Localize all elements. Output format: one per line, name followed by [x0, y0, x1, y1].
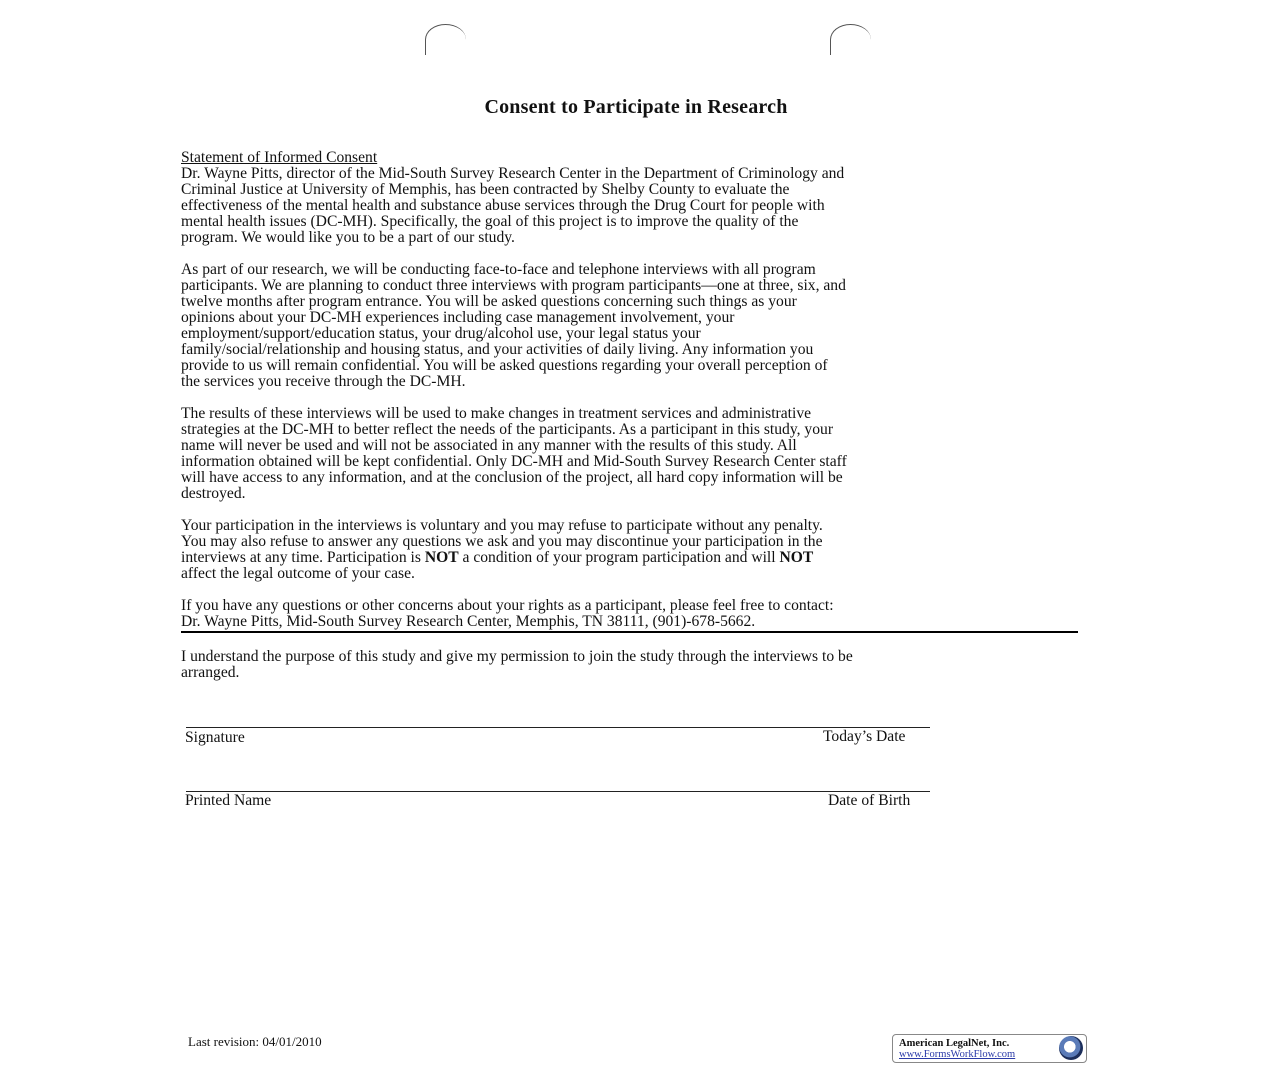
punch-hole-mark [830, 24, 871, 55]
paragraph-1-line: program. We would like you to be a part of our study. [181, 229, 515, 246]
date-of-birth-label: Date of Birth [828, 792, 911, 809]
last-revision: Last revision: 04/01/2010 [188, 1034, 322, 1049]
paragraph-1-line: Dr. Wayne Pitts, director of the Mid-South Survey Research Center in the Department of Criminology and [181, 165, 845, 182]
paragraph-2-line: twelve months after program entrance. You will be asked questions concerning such things as your [181, 293, 797, 310]
paragraph-3-line: will have access to any information, and at the conclusion of the project, all hard copy information will be [181, 469, 843, 486]
paragraph-2-line: participants. We are planning to conduct three interviews with program participants—one at three, six, and [181, 277, 846, 294]
paragraph-6-line: arranged. [181, 664, 240, 681]
paragraph-4-line: You may also refuse to answer any questions we ask and you may discontinue your participation in the [181, 533, 823, 550]
paragraph-2-line: family/social/relationship and housing status, and your activities of daily living. Any information you [181, 341, 814, 358]
paragraph-4-line: affect the legal outcome of your case. [181, 565, 415, 582]
section-heading: Statement of Informed Consent [181, 149, 378, 166]
signature-label: Signature [185, 729, 245, 746]
paragraph-5-line: If you have any questions or other concerns about your rights as a participant, please feel free to contact: [181, 597, 834, 614]
logo-url-link[interactable]: www.FormsWorkFlow.com [899, 1049, 1016, 1060]
paragraph-3-line: name will never be used and will not be associated in any manner with the results of this study. All [181, 437, 797, 454]
paragraph-6-line: I understand the purpose of this study and give my permission to join the study through the interviews to be [181, 648, 853, 665]
paragraph-3-line: strategies at the DC-MH to better reflect the needs of the participants. As a participant in this study, your [181, 421, 834, 438]
paragraph-3-line: The results of these interviews will be used to make changes in treatment services and administrative [181, 405, 812, 422]
signature-line[interactable] [186, 727, 930, 728]
punch-hole-mark [425, 24, 466, 55]
paragraph-2-line: the services you receive through the DC-MH. [181, 373, 466, 390]
emphasis-text: NOT [424, 549, 459, 566]
paragraph-3-line: information obtained will be kept confidential. Only DC-MH and Mid-South Survey Research Center staff [181, 453, 847, 470]
globe-icon [1059, 1036, 1083, 1060]
paragraph-4-line: Your participation in the interviews is voluntary and you may refuse to participate without any penalty. [181, 517, 823, 534]
todays-date-label: Today’s Date [823, 728, 906, 745]
logo-name: American LegalNet, Inc. [899, 1038, 1010, 1049]
paragraph-1-line: effectiveness of the mental health and substance abuse services through the Drug Court for people with [181, 197, 825, 214]
paragraph-2-line: employment/support/education status, your drug/alcohol use, your legal status your [181, 325, 701, 342]
printed-name-label: Printed Name [185, 792, 272, 809]
paragraph-4-line [181, 550, 813, 566]
paragraph-3-line: destroyed. [181, 485, 246, 502]
publisher-logo [892, 1034, 1087, 1063]
text-segment: a condition of your program participation and will [458, 549, 780, 566]
paragraph-2-line: As part of our research, we will be conducting face-to-face and telephone interviews with all program [181, 261, 816, 278]
printed-name-line[interactable] [186, 791, 930, 792]
text-segment: interviews at any time. Participation is [181, 549, 425, 566]
paragraph-2-line: provide to us will remain confidential. You will be asked questions regarding your overall perception of [181, 357, 828, 374]
paragraph-1-line: Criminal Justice at University of Memphis, has been contracted by Shelby County to evaluate the [181, 181, 790, 198]
paragraph-5-line: Dr. Wayne Pitts, Mid-South Survey Research Center, Memphis, TN 38111, (901)-678-5662. [181, 613, 756, 630]
document-title: Consent to Participate in Research [484, 96, 788, 118]
divider [181, 631, 1078, 633]
emphasis-text: NOT [779, 549, 814, 566]
paragraph-2-line: opinions about your DC-MH experiences including case management involvement, your [181, 309, 735, 326]
paragraph-1-line: mental health issues (DC-MH). Specifically, the goal of this project is to improve the quality of the [181, 213, 799, 230]
